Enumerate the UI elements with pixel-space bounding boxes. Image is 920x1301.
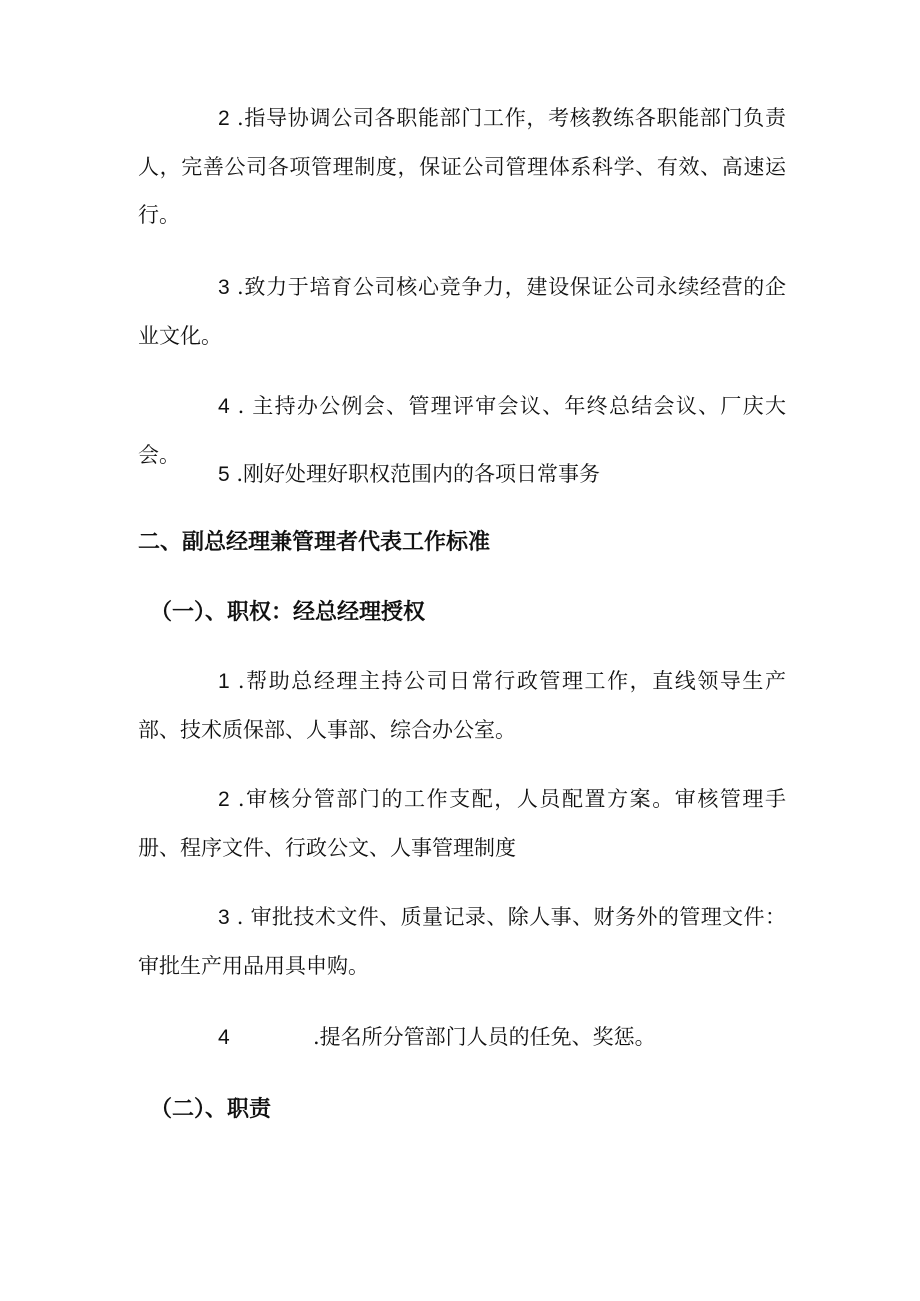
section-heading: 二、副总经理兼管理者代表工作标准 bbox=[138, 530, 491, 555]
item-number: 5 bbox=[218, 463, 230, 486]
item-number: 3 bbox=[218, 276, 230, 299]
list-item bbox=[138, 1013, 786, 1062]
item-number: 3 bbox=[218, 906, 230, 929]
subsection-heading: （二）、职责 bbox=[150, 1097, 272, 1122]
item-number: 2 bbox=[218, 788, 230, 811]
item-number: 4 bbox=[218, 395, 230, 418]
item-text: .指导协调公司各职能部门工作，考核教练各职能部门负责人，完善公司各项管理制度，保证公司管理体系科学、有效、高速运行。 bbox=[138, 106, 786, 227]
list-item bbox=[138, 450, 786, 499]
list-item bbox=[138, 893, 786, 990]
item-text: .刚好处理好职权范围内的各项日常事务 bbox=[229, 462, 601, 486]
item-text: . 审批技术文件、质量记录、除人事、财务外的管理文件：审批生产用品用具申购。 bbox=[138, 905, 786, 978]
item-text: . 主持办公例会、管理评审会议、年终总结会议、厂庆大会。 bbox=[138, 394, 786, 467]
subsection-heading: （一）、职权：经总经理授权 bbox=[150, 600, 426, 625]
list-item bbox=[138, 775, 786, 872]
item-number: 4 bbox=[218, 1026, 230, 1049]
item-number: 1 bbox=[218, 670, 230, 693]
list-item bbox=[138, 94, 786, 239]
item-text: .审核分管部门的工作支配，人员配置方案。审核管理手册、程序文件、行政公文、人事管理制度 bbox=[138, 787, 786, 860]
item-text: .致力于培育公司核心竞争力，建设保证公司永续经营的企业文化。 bbox=[138, 275, 786, 348]
list-item bbox=[138, 657, 786, 754]
item-number: 2 bbox=[218, 107, 230, 130]
list-item bbox=[138, 263, 786, 360]
item-text: .帮助总经理主持公司日常行政管理工作，直线领导生产部、技术质保部、人事部、综合办公室。 bbox=[138, 669, 786, 742]
item-text: .提名所分管部门人员的任免、奖惩。 bbox=[313, 1025, 656, 1049]
